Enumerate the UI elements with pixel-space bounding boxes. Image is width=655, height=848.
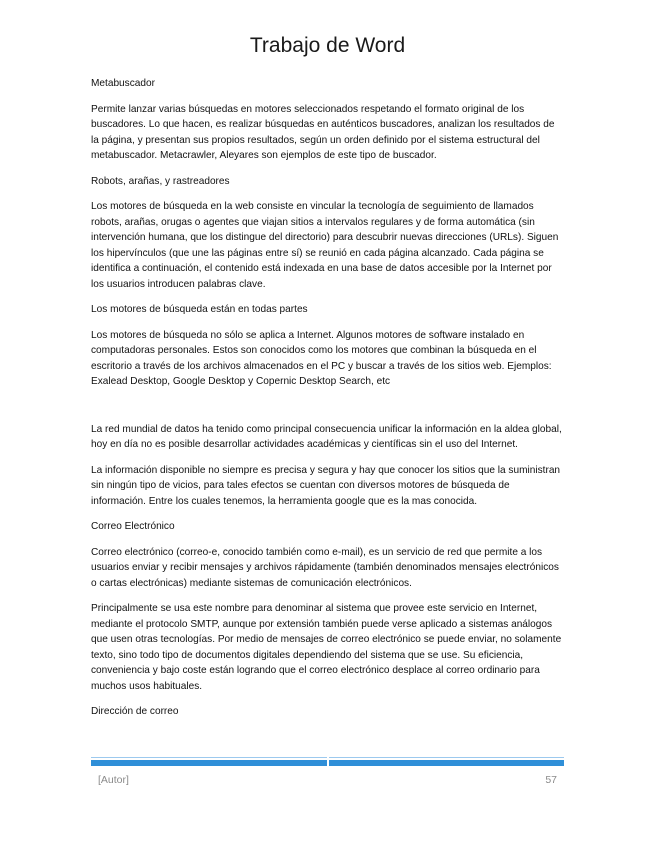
- page-title: Trabajo de Word: [249, 34, 406, 57]
- paragraph: Correo electrónico (correo-e, conocido también como e-mail), es un servicio de red que permite a los usuarios enviar y recibir mensajes y archivos rápidamente (también denominados mensajes electrónicos o cartas electrónicas) mediante sistemas de comunicación electrónicos.: [91, 546, 559, 589]
- paragraph: La información disponible no siempre es precisa y segura y hay que conocer los sitios que la suministran sin ningún tipo de vicios, para tales efectos se cuentan con diversos motores de búsqueda de información. Entre los cuales tenemos, la herramienta google que es la mas conocida.: [91, 464, 561, 507]
- paragraph: Los motores de búsqueda en la web consiste en vincular la tecnología de seguimiento de llamados robots, arañas, orugas o agentes que viajan sitios a intervalos regulares y de forma automática (sin intervención humana, que los distingue del directorio) para descubrir nuevas direcciones (URLs). Siguen los hipervínculos (que une las páginas entre sí) se reunió en cada página alcanzado. Cada página se identifica a continuación, el contenido está indexada en una base de datos accesible por la Internet por los usuarios introducen palabras clave.: [91, 201, 559, 290]
- document-body: [91, 76, 563, 730]
- paragraph: La red mundial de datos ha tenido como principal consecuencia unificar la información en la aldea global, hoy en día no es posible desarrollar actividades académicas y científicas sin el uso del Internet.: [91, 423, 562, 450]
- footer-author: [Autor]: [98, 774, 129, 786]
- section-heading: Robots, arañas, y rastreadores: [91, 175, 230, 187]
- section-heading: Los motores de búsqueda están en todas partes: [91, 304, 308, 315]
- page-number: 57: [545, 774, 557, 786]
- section-heading: Metabuscador: [91, 78, 155, 89]
- spacer: [91, 400, 563, 422]
- section-heading: Dirección de correo: [91, 706, 179, 717]
- paragraph: Permite lanzar varias búsquedas en motores seleccionados respetando el formato original de los buscadores. Lo que hacen, es realizar búsquedas en auténticos buscadores, analizan los resultados de la página, y presentan sus propios resultados, según un orden definido por el sistema estructural del metabuscador. Metacrawler, Aleyares son ejemplos de este tipo de buscador.: [91, 103, 555, 161]
- footer-rule-divider: [327, 757, 329, 766]
- footer-rule: [91, 760, 564, 766]
- section-heading: Correo Electrónico: [91, 521, 175, 532]
- paragraph: Los motores de búsqueda no sólo se aplica a Internet. Algunos motores de software instalado en computadoras personales. Estos son conocidos como los motores que combinan la búsqueda en el escritorio a través de los archivos almacenados en el PC y buscar a través de los sitios web. Ejemplos: Exalead Desktop, Google Desktop y Copernic Desktop Search, etc: [91, 329, 552, 387]
- paragraph: Principalmente se usa este nombre para denominar al sistema que provee este servicio en Internet, mediante el protocolo SMTP, aunque por extensión también puede verse aplicado a sistemas análogos que usen otras tecnologías. Por medio de mensajes de correo electrónico se puede enviar, no solamente texto, sino todo tipo de documentos digitales dependiendo del sistema que se use. Su eficiencia, conveniencia y bajo coste están logrando que el correo electrónico desplace al correo ordinario para muchos usos habituales.: [91, 603, 562, 692]
